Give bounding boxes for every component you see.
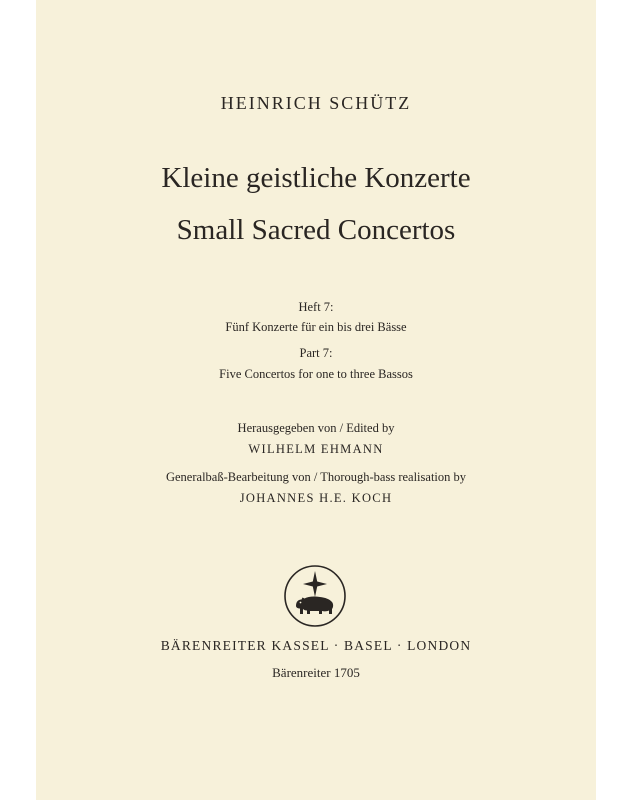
title-german: Kleine geistliche Konzerte xyxy=(161,162,471,194)
composer-name: HEINRICH SCHÜTZ xyxy=(220,93,412,113)
title-english: Small Sacred Concertos xyxy=(176,214,456,246)
editor-name: WILHELM EHMANN xyxy=(248,442,384,456)
catalog-number: Bärenreiter 1705 xyxy=(272,665,360,680)
thorough-bass-realiser: JOHANNES H.E. KOCH xyxy=(239,491,393,505)
title-page xyxy=(36,0,596,800)
edited-by-label: Herausgegeben von / Edited by xyxy=(237,421,395,435)
bear-and-star-logo-icon xyxy=(283,564,347,628)
part-description-english: Five Concertos for one to three Bassos xyxy=(219,367,413,381)
heft-number-german: Heft 7: xyxy=(298,300,334,314)
part-number-english: Part 7: xyxy=(299,346,333,360)
publisher-line: BÄRENREITER KASSEL · BASEL · LONDON xyxy=(160,638,472,653)
thorough-bass-label: Generalbaß-Bearbeitung von / Thorough-bass realisation by xyxy=(165,470,467,484)
heft-description-german: Fünf Konzerte für ein bis drei Bässe xyxy=(225,320,407,334)
